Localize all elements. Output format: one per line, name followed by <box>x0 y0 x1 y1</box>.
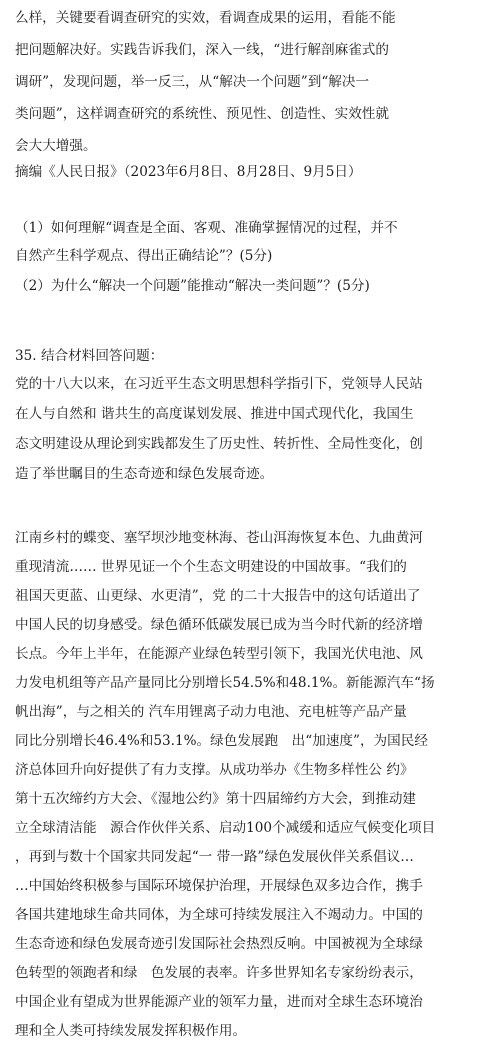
question-line: （1）如何理解“调查是全面、客观、准确掌握情况的过程，并不 <box>15 220 398 236</box>
text-line: 么样，关键要看调查研究的实效，看调查成果的运用，看能不能 <box>15 10 396 26</box>
text-line: ，再到与数十个国家共同发起“一 带一路”绿色发展伙伴关系倡议… <box>15 849 414 865</box>
text-line: 济总体回升向好提供了有力支撑。从成功举办《生物多样性公 约》 <box>15 762 414 778</box>
question-line: 自然产生科学观点、得出正确结论”？(5分) <box>15 248 273 264</box>
text-line: 祖国天更蓝、山更绿、水更清”，党 的二十大报告中的这句话道出了 <box>15 588 421 604</box>
text-line: 党的十八大以来，在习近平生态文明思想科学指引下，党领导人民站 <box>15 376 423 392</box>
text-line: 理和全人类可持续发展发挥积极作用。 <box>15 1023 247 1039</box>
text-line: 态文明建设从理论到实践都发生了历史性、转折性、全局性变化，创 <box>15 436 423 452</box>
text-line: 调研”，发现问题，举一反三，从“解决一个问题”到“解决一 <box>15 74 370 90</box>
text-line: 立全球清洁能 源合作伙伴关系、启动100个减缓和适应气候变化项目 <box>15 820 436 836</box>
text-line: 各国共建地球生命共同体，为全球可持续发展注入不竭动力。中国的 <box>15 907 423 923</box>
text-line: 重现清流…… 世界见证一个个生态文明建设的中国故事。“我们的 <box>15 559 407 575</box>
text-line: 第十五次缔约方大会、《湿地公约》第十四届缔约方大会，到推动建 <box>15 791 417 807</box>
text-line: 造了举世瞩目的生态奇迹和绿色发展奇迹。 <box>15 466 274 482</box>
text-line: 把问题解决好。实践告诉我们，深入一线，“进行解剖麻雀式的 <box>15 42 389 58</box>
question-35-title: 35. 结合材料回答问题： <box>15 348 164 364</box>
text-line: 力发电机组等产品产量同比分别增长54.5%和48.1%。新能源汽车“扬 <box>15 675 435 691</box>
text-line: 江南乡村的蝶变、塞罕坝沙地变林海、苍山洱海恢复本色、九曲黄河 <box>15 530 423 546</box>
text-line: 会大大增强。 <box>15 138 97 154</box>
text-line: 类问题”，这样调查研究的系统性、预见性、创造性、实效性就 <box>15 106 389 122</box>
text-line: 中国人民的切身感受。绿色循环低碳发展已成为当今时代新的经济增 <box>15 617 423 633</box>
text-line: 帆出海”，与之相关的 汽车用锂离子动力电池、充电桩等产品产量 <box>15 704 407 720</box>
text-line: 在人与自然和 谐共生的高度谋划发展、推进中国式现代化，我国生 <box>15 406 414 422</box>
text-line: …中国始终积极参与国际环境保护治理，开展绿色双多边合作，携手 <box>15 878 423 894</box>
text-line: 同比分别增长46.4%和53.1%。绿色发展跑 出“加速度”，为国民经 <box>15 733 428 749</box>
question-line: （2）为什么“解决一个问题”能推动“解决一类问题”？(5分) <box>15 278 370 294</box>
text-line: 生态奇迹和绿色发展奇迹引发国际社会热烈反响。中国被视为全球绿 <box>15 936 423 952</box>
source-citation: 摘编《人民日报》（2023年6月8日、8月28日、9月5日） <box>15 164 362 180</box>
text-line: 中国企业有望成为世界能源产业的领军力量，进而对全球生态环境治 <box>15 994 423 1010</box>
text-line: 色转型的领跑者和绿 色发展的表率。许多世界知名专家纷纷表示， <box>15 965 423 981</box>
text-line: 长点。今年上半年，在能源产业绿色转型引领下，我国光伏电池、风 <box>15 646 423 662</box>
